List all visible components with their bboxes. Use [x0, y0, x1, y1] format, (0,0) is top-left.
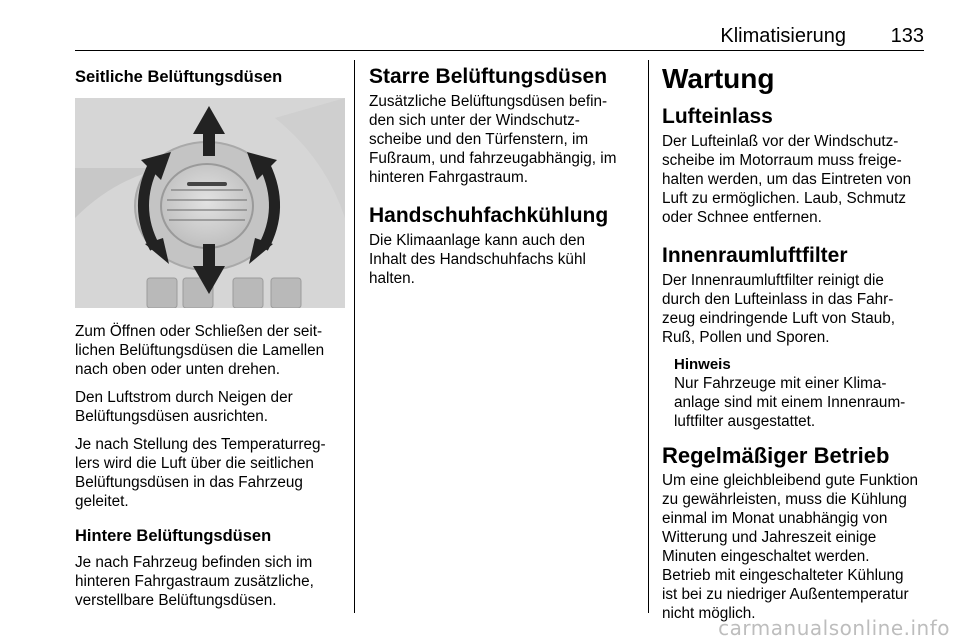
column-1	[75, 60, 345, 610]
paragraph: Um eine gleichbleibend gute Funktion zu gewährleisten, muss die Kühlung einmal im Monat unabhängig von Witterung und Jahreszeit einige Minuten eingeschaltet werden. Betrieb mit eingeschalteter Kühlung ist bei zu niedriger Außentemperatur nicht möglich.	[662, 472, 918, 622]
chapter-title: Klimatisierung	[720, 25, 846, 47]
paragraph: Zum Öffnen oder Schließen der seit- lichen Belüftungsdüsen die Lamellen nach oben oder unten drehen.	[75, 323, 325, 378]
paragraph: Zusätzliche Belüftungsdüsen befin- den sich unter der Windschutz- scheibe und den Türfenstern, im Fußraum, und fahrzeugabhängig, im hinteren Fahrgastraum.	[369, 93, 617, 186]
column-divider-1	[354, 60, 355, 613]
note-text: Nur Fahrzeuge mit einer Klima- anlage sind mit einem Innenraum- luftfilter ausgestattet.	[674, 375, 906, 430]
page-header	[75, 24, 924, 51]
vent-illustration	[75, 98, 345, 308]
note-title: Hinweis	[674, 356, 731, 373]
section-heading-glovebox-cooling: Handschuhfachkühlung	[369, 204, 609, 227]
subheading-air-intake: Lufteinlass	[662, 105, 773, 128]
column-3	[662, 60, 932, 623]
paragraph: Je nach Stellung des Temperaturreg- lers wird die Luft über die seitlichen Belüftungsdüsen in das Fahrzeug geleitet.	[75, 436, 326, 510]
vent-illustration-svg	[75, 98, 345, 308]
column-2	[369, 60, 634, 288]
section-heading-fixed-vents: Starre Belüftungsdüsen	[369, 65, 608, 88]
subheading-regular-operation: Regelmäßiger Betrieb	[662, 443, 890, 468]
subheading-cabin-filter: Innenraumluftfilter	[662, 244, 848, 267]
paragraph: Den Luftstrom durch Neigen der Belüftungsdüsen ausrichten.	[75, 389, 293, 425]
paragraph: Je nach Fahrzeug befinden sich im hinteren Fahrgastraum zusätzliche, verstellbare Belüftungsdüsen.	[75, 554, 314, 609]
paragraph: Der Lufteinlaß vor der Windschutz- scheibe im Motorraum muss freige- halten werden, um das Eintreten von Luft zu ermöglichen. Laub, Schmutz oder Schnee entfernen.	[662, 133, 912, 226]
section-heading-rear-vents: Hintere Belüftungsdüsen	[75, 527, 272, 545]
paragraph: Die Klimaanlage kann auch den Inhalt des Handschuhfachs kühl halten.	[369, 232, 586, 287]
section-heading-maintenance: Wartung	[662, 63, 775, 94]
watermark: carmanualsonline.info	[718, 616, 950, 640]
section-heading-side-vents: Seitliche Belüftungsdüsen	[75, 68, 283, 86]
note-box	[662, 355, 932, 431]
page-number: 133	[890, 25, 924, 47]
paragraph: Der Innenraumluftfilter reinigt die durch den Lufteinlass in das Fahr- zeug eindringende Luft von Staub, Ruß, Pollen und Sporen.	[662, 272, 896, 346]
column-divider-2	[648, 60, 649, 613]
